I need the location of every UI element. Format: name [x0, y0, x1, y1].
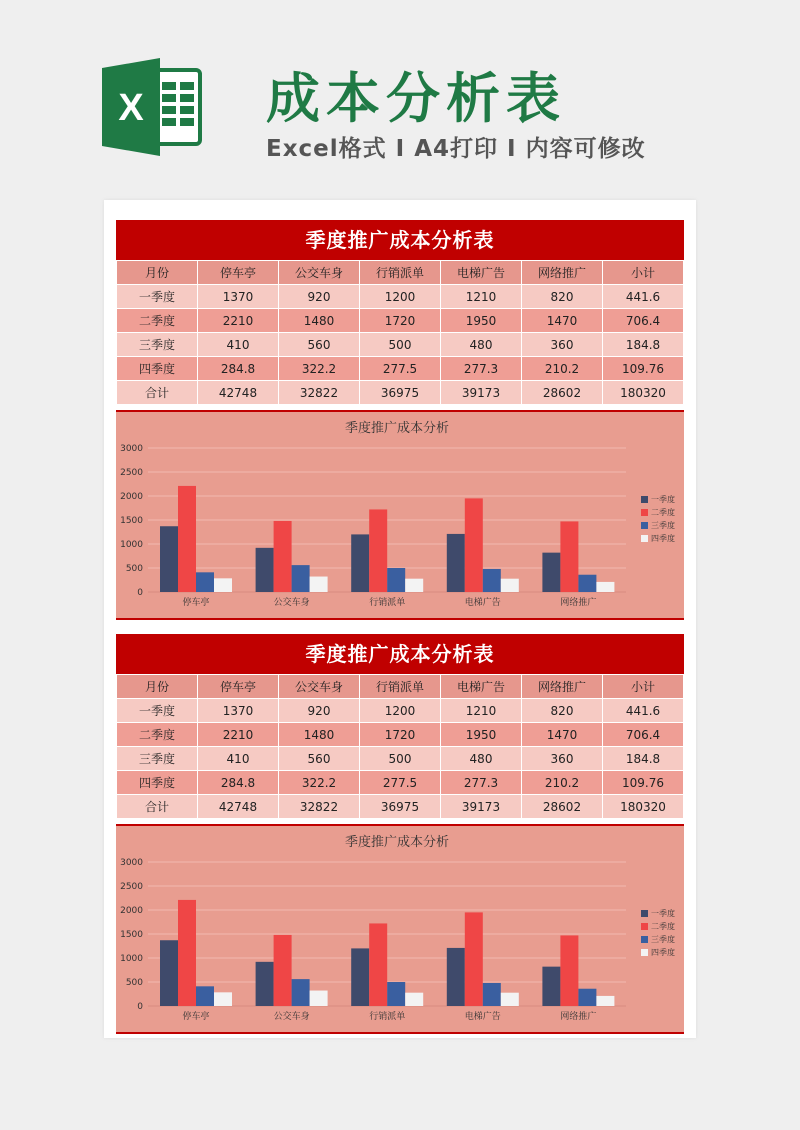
- bar: [256, 962, 274, 1006]
- bar: [292, 565, 310, 592]
- bar: [501, 579, 519, 592]
- table-cell: 184.8: [603, 747, 684, 771]
- bar: [387, 982, 405, 1006]
- table-cell: 277.5: [360, 771, 441, 795]
- table-cell: 2210: [198, 723, 279, 747]
- bar: [560, 935, 578, 1006]
- column-header: 停车亭: [198, 261, 279, 285]
- table-cell: 四季度: [117, 771, 198, 795]
- column-header: 网络推广: [522, 675, 603, 699]
- bar: [292, 979, 310, 1006]
- table-total-row: [117, 795, 684, 819]
- legend-swatch: [641, 496, 648, 503]
- column-header: 网络推广: [522, 261, 603, 285]
- table-row: [117, 771, 684, 795]
- legend-label: 一季度: [651, 909, 675, 918]
- bar: [351, 948, 369, 1006]
- table-cell: 1720: [360, 309, 441, 333]
- table-cell: 合计: [117, 381, 198, 405]
- column-header: 电梯广告: [441, 675, 522, 699]
- table-cell: 210.2: [522, 771, 603, 795]
- table-cell: 820: [522, 699, 603, 723]
- chart-title: 季度推广成本分析: [344, 421, 450, 436]
- table-cell: 441.6: [603, 699, 684, 723]
- table-cell: 360: [522, 747, 603, 771]
- y-tick-label: 1000: [120, 540, 143, 550]
- bar: [483, 569, 501, 592]
- column-header: 公交车身: [279, 675, 360, 699]
- table-cell: 二季度: [117, 309, 198, 333]
- table-cell: 920: [279, 285, 360, 309]
- table-cell: 480: [441, 333, 522, 357]
- table-row: [117, 747, 684, 771]
- table-cell: 277.5: [360, 357, 441, 381]
- table-cell: 920: [279, 699, 360, 723]
- legend-swatch: [641, 923, 648, 930]
- legend-swatch: [641, 949, 648, 956]
- y-tick-label: 500: [125, 978, 143, 988]
- legend-label: 三季度: [651, 935, 675, 944]
- bar: [447, 534, 465, 592]
- table-cell: 28602: [522, 381, 603, 405]
- column-header: 月份: [117, 675, 198, 699]
- table-row: [117, 723, 684, 747]
- preview-sheet: [104, 200, 696, 1038]
- table-cell: 32822: [279, 795, 360, 819]
- table-cell: 三季度: [117, 333, 198, 357]
- table-cell: 210.2: [522, 357, 603, 381]
- table-cell: 2210: [198, 309, 279, 333]
- table-cell: 180320: [603, 795, 684, 819]
- bar: [447, 948, 465, 1006]
- y-tick-label: 1500: [120, 930, 143, 940]
- chart-title: 季度推广成本分析: [344, 835, 450, 850]
- table-row: [117, 309, 684, 333]
- bar: [465, 498, 483, 592]
- bar: [542, 967, 560, 1006]
- table-row: [117, 699, 684, 723]
- table-cell: 322.2: [279, 771, 360, 795]
- table-cell: 480: [441, 747, 522, 771]
- table-cell: 一季度: [117, 285, 198, 309]
- table-cell: 1370: [198, 285, 279, 309]
- bar: [310, 577, 328, 592]
- table-cell: 1210: [441, 285, 522, 309]
- table-cell: 1720: [360, 723, 441, 747]
- column-header: 电梯广告: [441, 261, 522, 285]
- legend-label: 二季度: [651, 922, 675, 931]
- table-cell: 1470: [522, 309, 603, 333]
- y-tick-label: 1000: [120, 954, 143, 964]
- table-title: 季度推广成本分析表: [116, 220, 684, 260]
- table-cell: 706.4: [603, 309, 684, 333]
- table-cell: 820: [522, 285, 603, 309]
- table-cell: 706.4: [603, 723, 684, 747]
- table-cell: 32822: [279, 381, 360, 405]
- table-cell: 1370: [198, 699, 279, 723]
- bar: [578, 575, 596, 592]
- table-cell: 284.8: [198, 771, 279, 795]
- logo-letter: X: [118, 87, 144, 129]
- table-row: [117, 357, 684, 381]
- bar-chart: [116, 410, 684, 620]
- table-cell: 1470: [522, 723, 603, 747]
- table-cell: 42748: [198, 795, 279, 819]
- bar: [274, 521, 292, 592]
- table-cell: 109.76: [603, 357, 684, 381]
- bar: [465, 912, 483, 1006]
- table-cell: 三季度: [117, 747, 198, 771]
- table-cell: 410: [198, 747, 279, 771]
- bar: [160, 526, 178, 592]
- bar: [596, 582, 614, 592]
- legend-swatch: [641, 535, 648, 542]
- column-header: 月份: [117, 261, 198, 285]
- table-cell: 277.3: [441, 771, 522, 795]
- x-tick-label: 行销派单: [369, 598, 406, 608]
- bar: [196, 986, 214, 1006]
- table-cell: 322.2: [279, 357, 360, 381]
- table-cell: 277.3: [441, 357, 522, 381]
- table-cell: 1210: [441, 699, 522, 723]
- table-header-row: [117, 261, 684, 285]
- legend-label: 四季度: [651, 534, 675, 543]
- legend-label: 一季度: [651, 495, 675, 504]
- bar: [310, 991, 328, 1006]
- x-tick-label: 公交车身: [273, 1012, 310, 1022]
- column-header: 小计: [603, 675, 684, 699]
- x-tick-label: 行销派单: [369, 1012, 406, 1022]
- bar: [501, 993, 519, 1006]
- legend-swatch: [641, 910, 648, 917]
- bar: [405, 993, 423, 1006]
- table-cell: 合计: [117, 795, 198, 819]
- table-cell: 1200: [360, 699, 441, 723]
- table-cell: 560: [279, 747, 360, 771]
- table-title: 季度推广成本分析表: [116, 634, 684, 674]
- table-cell: 二季度: [117, 723, 198, 747]
- legend-label: 二季度: [651, 508, 675, 517]
- cost-table: [116, 674, 684, 819]
- table-cell: 109.76: [603, 771, 684, 795]
- table-cell: 一季度: [117, 699, 198, 723]
- bar: [578, 989, 596, 1006]
- table-cell: 1480: [279, 309, 360, 333]
- y-tick-label: 0: [137, 588, 143, 598]
- bar: [405, 579, 423, 592]
- bar: [256, 548, 274, 592]
- bar: [178, 486, 196, 592]
- bar-chart-svg: [116, 826, 684, 1032]
- legend-swatch: [641, 522, 648, 529]
- y-tick-label: 2000: [120, 492, 143, 502]
- y-tick-label: 3000: [120, 858, 143, 868]
- bar: [542, 553, 560, 592]
- table-cell: 42748: [198, 381, 279, 405]
- column-header: 小计: [603, 261, 684, 285]
- column-header: 停车亭: [198, 675, 279, 699]
- table-cell: 1480: [279, 723, 360, 747]
- table-cell: 39173: [441, 381, 522, 405]
- table-cell: 560: [279, 333, 360, 357]
- table-cell: 1950: [441, 309, 522, 333]
- x-tick-label: 停车亭: [182, 1012, 210, 1022]
- bar: [351, 534, 369, 592]
- legend-label: 四季度: [651, 948, 675, 957]
- cost-table: [116, 260, 684, 405]
- table-cell: 36975: [360, 381, 441, 405]
- table-cell: 500: [360, 747, 441, 771]
- table-cell: 四季度: [117, 357, 198, 381]
- table-cell: 36975: [360, 795, 441, 819]
- x-tick-label: 网络推广: [560, 598, 597, 608]
- table-cell: 184.8: [603, 333, 684, 357]
- page-subtitle: Excel格式 I A4打印 I 内容可修改: [266, 136, 646, 162]
- page-title: 成本分析表: [266, 67, 566, 130]
- table-cell: 500: [360, 333, 441, 357]
- x-tick-label: 网络推广: [560, 1012, 597, 1022]
- table-cell: 1200: [360, 285, 441, 309]
- analysis-block-2: [116, 634, 684, 1034]
- table-cell: 360: [522, 333, 603, 357]
- table-cell: 284.8: [198, 357, 279, 381]
- column-header: 公交车身: [279, 261, 360, 285]
- bar: [160, 940, 178, 1006]
- y-tick-label: 500: [125, 564, 143, 574]
- bar: [274, 935, 292, 1006]
- table-total-row: [117, 381, 684, 405]
- bar-chart-svg: [116, 412, 684, 618]
- bar: [178, 900, 196, 1006]
- x-tick-label: 电梯广告: [464, 598, 501, 608]
- y-tick-label: 2500: [120, 468, 143, 478]
- bar: [214, 578, 232, 592]
- legend-swatch: [641, 936, 648, 943]
- bar: [369, 923, 387, 1006]
- table-cell: 441.6: [603, 285, 684, 309]
- legend-swatch: [641, 509, 648, 516]
- column-header: 行销派单: [360, 261, 441, 285]
- column-header: 行销派单: [360, 675, 441, 699]
- table-cell: 410: [198, 333, 279, 357]
- analysis-block-1: [116, 220, 684, 620]
- bar: [214, 992, 232, 1006]
- bar: [196, 572, 214, 592]
- x-tick-label: 停车亭: [182, 598, 210, 608]
- legend-label: 三季度: [651, 521, 675, 530]
- table-header-row: [117, 675, 684, 699]
- y-tick-label: 0: [137, 1002, 143, 1012]
- table-cell: 180320: [603, 381, 684, 405]
- table-row: [117, 285, 684, 309]
- bar: [483, 983, 501, 1006]
- bar: [387, 568, 405, 592]
- excel-logo-icon: [102, 58, 202, 156]
- table-cell: 1950: [441, 723, 522, 747]
- table-row: [117, 333, 684, 357]
- y-tick-label: 2500: [120, 882, 143, 892]
- table-cell: 28602: [522, 795, 603, 819]
- y-tick-label: 1500: [120, 516, 143, 526]
- y-tick-label: 2000: [120, 906, 143, 916]
- y-tick-label: 3000: [120, 444, 143, 454]
- bar-chart: [116, 824, 684, 1034]
- x-tick-label: 电梯广告: [464, 1012, 501, 1022]
- table-cell: 39173: [441, 795, 522, 819]
- x-tick-label: 公交车身: [273, 598, 310, 608]
- bar: [560, 521, 578, 592]
- bar: [596, 996, 614, 1006]
- bar: [369, 509, 387, 592]
